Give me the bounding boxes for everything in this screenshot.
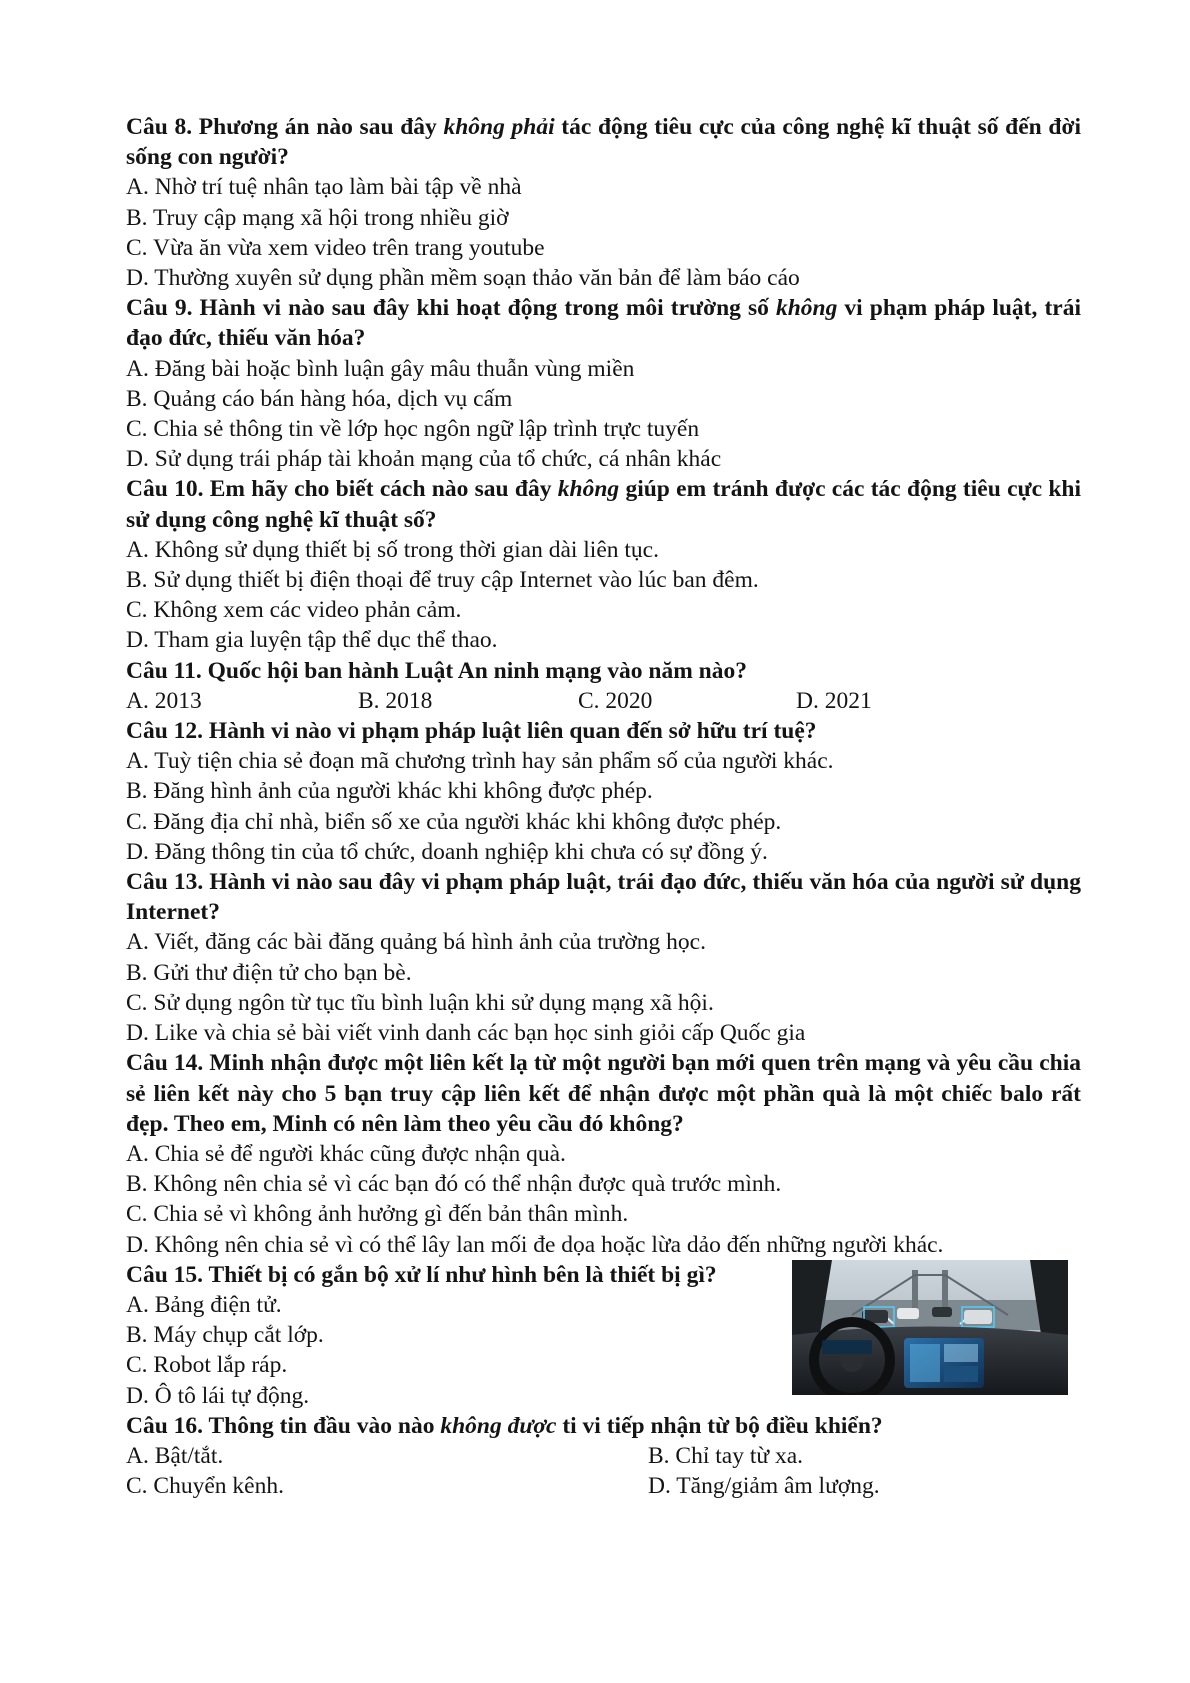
emphasis: không <box>775 295 838 322</box>
option-b: B. 2018 <box>358 687 433 714</box>
option-c: C. Không xem các video phản cảm. <box>126 597 462 624</box>
question-stem: Câu 14. Minh nhận được một liên kết lạ từ một người bạn mới quen trên mạng và yêu cầu chia sẻ liên kết này cho 5 bạn truy cập liên kết để nhận được một phần quà là một chiếc balo rất đẹp. Theo em, Minh có nên làm theo yêu cầu đó không? <box>126 1050 1081 1137</box>
question-9 <box>126 293 1081 474</box>
option-d: D. Đăng thông tin của tổ chức, doanh nghiệp khi chưa có sự đồng ý. <box>126 838 768 865</box>
question-stem: Câu 9. Hành vi nào sau đây khi hoạt động trong môi trường số không vi phạm pháp luật, trái đạo đức, thiếu văn hóa? <box>126 295 1081 352</box>
emphasis: không phải <box>443 114 555 140</box>
option-b: B. Chỉ tay từ xa. <box>648 1442 804 1469</box>
options-row <box>126 686 1081 716</box>
question-stem: Câu 12. Hành vi nào vi phạm pháp luật liên quan đến sở hữu trí tuệ? <box>126 718 817 745</box>
question-stem: Câu 11. Quốc hội ban hành Luật An ninh mạng vào năm nào? <box>126 657 748 684</box>
option-c: C. Chia sẻ thông tin về lớp học ngôn ngữ lập trình trực tuyến <box>126 416 700 443</box>
option-d: D. Like và chia sẻ bài viết vinh danh các bạn học sinh giỏi cấp Quốc gia <box>126 1020 806 1047</box>
option-d: D. 2021 <box>796 687 872 714</box>
emphasis: không được <box>440 1412 557 1439</box>
option-c: C. 2020 <box>578 687 653 714</box>
emphasis: không <box>557 476 620 503</box>
option-a: A. Bảng điện tử. <box>126 1291 282 1318</box>
option-a: A. Tuỳ tiện chia sẻ đoạn mã chương trình hay sản phẩm số của người khác. <box>126 748 834 775</box>
self-driving-car-photo <box>792 1260 1068 1395</box>
option-d: D. Ô tô lái tự động. <box>126 1382 310 1409</box>
question-8 <box>126 112 1081 293</box>
option-b: B. Không nên chia sẻ vì các bạn đó có thể nhận được quà trước mình. <box>126 1171 782 1198</box>
option-a: A. 2013 <box>126 687 202 714</box>
question-stem: Câu 15. Thiết bị có gắn bộ xử lí như hình bên là thiết bị gì? <box>126 1261 717 1288</box>
option-a: A. Chia sẻ để người khác cũng được nhận quà. <box>126 1140 566 1167</box>
option-c: C. Chia sẻ vì không ảnh hưởng gì đến bản thân mình. <box>126 1201 629 1228</box>
option-b: B. Máy chụp cắt lớp. <box>126 1322 324 1349</box>
option-c: C. Vừa ăn vừa xem video trên trang youtube <box>126 234 545 261</box>
option-c: C. Robot lắp ráp. <box>126 1352 288 1379</box>
option-d: D. Tham gia luyện tập thể dục thể thao. <box>126 627 498 654</box>
option-d: D. Không nên chia sẻ vì có thể lây lan mối đe dọa hoặc lừa dảo đến những người khác. <box>126 1231 944 1258</box>
option-c: C. Chuyển kênh. <box>126 1473 284 1500</box>
question-10 <box>126 474 1081 655</box>
question-stem: Câu 16. Thông tin đầu vào nào không được ti vi tiếp nhận từ bộ điều khiển? <box>126 1412 883 1439</box>
option-a: A. Bật/tắt. <box>126 1442 224 1469</box>
option-a: A. Đăng bài hoặc bình luận gây mâu thuẫn vùng miền <box>126 355 635 382</box>
option-a: A. Không sử dụng thiết bị số trong thời gian dài liên tục. <box>126 536 659 563</box>
question-stem: Câu 8. Phương án nào sau đây không phải tác động tiêu cực của công nghệ kĩ thuật số đến đời sống con người? <box>126 114 1082 171</box>
option-d: D. Sử dụng trái pháp tài khoản mạng của tổ chức, cá nhân khác <box>126 446 722 473</box>
question-list <box>126 112 1081 1501</box>
question-11 <box>126 656 1081 716</box>
question-stem: Câu 10. Em hãy cho biết cách nào sau đây không giúp em tránh được các tác động tiêu cực khi sử dụng công nghệ kĩ thuật số? <box>126 476 1081 533</box>
option-d: D. Thường xuyên sử dụng phần mềm soạn thảo văn bản để làm báo cáo <box>126 265 800 292</box>
option-b: B. Quảng cáo bán hàng hóa, dịch vụ cấm <box>126 385 513 412</box>
question-16 <box>126 1411 1081 1502</box>
option-a: A. Nhờ trí tuệ nhân tạo làm bài tập về nhà <box>126 174 522 201</box>
option-c: C. Đăng địa chỉ nhà, biển số xe của người khác khi không được phép. <box>126 808 782 835</box>
option-d: D. Tăng/giảm âm lượng. <box>648 1473 880 1500</box>
option-c: C. Sử dụng ngôn từ tục tĩu bình luận khi sử dụng mạng xã hội. <box>126 989 714 1016</box>
question-stem: Câu 13. Hành vi nào sau đây vi phạm pháp luật, trái đạo đức, thiếu văn hóa của người sử dụng Internet? <box>126 869 1081 926</box>
option-a: A. Viết, đăng các bài đăng quảng bá hình ảnh của trường học. <box>126 929 706 956</box>
options-row <box>126 1441 1081 1501</box>
option-b: B. Gửi thư điện tử cho bạn bè. <box>126 959 412 986</box>
question-13 <box>126 867 1081 1048</box>
question-12 <box>126 716 1081 867</box>
question-15 <box>126 1260 1081 1411</box>
question-14 <box>126 1048 1081 1259</box>
option-b: B. Đăng hình ảnh của người khác khi không được phép. <box>126 778 653 805</box>
option-b: B. Truy cập mạng xã hội trong nhiều giờ <box>126 204 509 231</box>
option-b: B. Sử dụng thiết bị điện thoại để truy cập Internet vào lúc ban đêm. <box>126 567 759 594</box>
